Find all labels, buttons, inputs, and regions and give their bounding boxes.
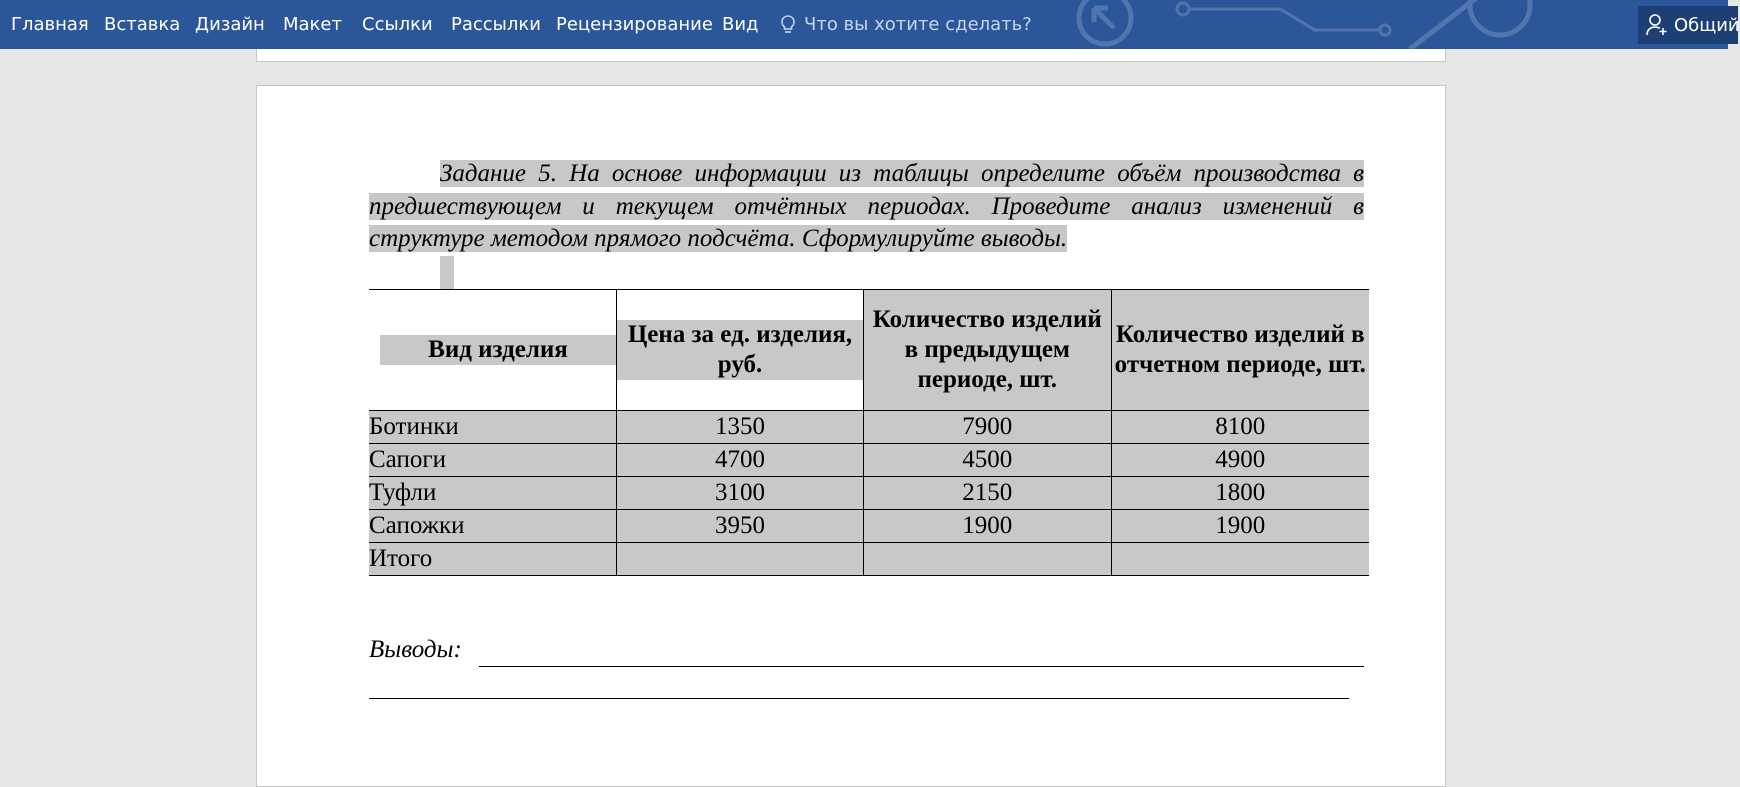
tab-home[interactable]: Главная (11, 14, 89, 35)
tab-insert[interactable]: Вставка (104, 14, 181, 35)
ribbon-tab-bar (0, 0, 1740, 49)
cell-total-label[interactable]: Итого (369, 542, 617, 575)
cell-qty-previous[interactable]: 7900 (864, 410, 1112, 443)
document-page[interactable] (256, 85, 1446, 787)
tell-me-search[interactable] (780, 0, 1032, 49)
cell-total-qty-previous[interactable] (864, 542, 1112, 575)
table-row (369, 443, 1369, 476)
table-row (369, 476, 1369, 509)
person-add-icon (1646, 13, 1668, 37)
conclusion-label: Выводы: (369, 635, 462, 663)
cell-price[interactable]: 3950 (617, 509, 864, 542)
cell-qty-current[interactable]: 4900 (1111, 443, 1369, 476)
share-label: Общий (1674, 14, 1740, 36)
tell-me-placeholder: Что вы хотите сделать? (804, 14, 1032, 35)
answer-line (369, 698, 1349, 699)
table-header-row (369, 289, 1369, 410)
header-qty-current[interactable]: Количество изделий в отчетном периоде, шт. (1111, 289, 1369, 410)
tab-review[interactable]: Рецензирование (556, 14, 713, 35)
header-unit-price[interactable] (617, 289, 864, 410)
cell-qty-current[interactable]: 1800 (1111, 476, 1369, 509)
table-row (369, 509, 1369, 542)
previous-page-edge (256, 49, 1446, 62)
tab-layout[interactable]: Макет (283, 14, 342, 35)
cell-product[interactable]: Сапоги (369, 443, 617, 476)
cell-total-qty-current[interactable] (1111, 542, 1369, 575)
task-text: Задание 5. На основе информации из таблицы определите объём производства в предшествующем и текущем отчётных периодах. Проведите анализ изменений в структуре методом прямого подсчёта. Сформулируйте выводы. (369, 160, 1364, 252)
cell-product[interactable]: Сапожки (369, 509, 617, 542)
products-table[interactable] (369, 289, 1369, 576)
lightbulb-icon (780, 14, 796, 36)
cell-qty-previous[interactable]: 4500 (864, 443, 1112, 476)
cell-price[interactable]: 3100 (617, 476, 864, 509)
header-qty-previous[interactable]: Количество изделий в предыдущем периоде, шт. (864, 289, 1112, 410)
cell-total-price[interactable] (617, 542, 864, 575)
cell-product[interactable]: Туфли (369, 476, 617, 509)
tab-design[interactable]: Дизайн (195, 14, 265, 35)
header-product-type[interactable] (369, 289, 617, 410)
cell-product[interactable]: Ботинки (369, 410, 617, 443)
cell-price[interactable]: 1350 (617, 410, 864, 443)
answer-line (479, 666, 1364, 667)
cell-price[interactable]: 4700 (617, 443, 864, 476)
share-button[interactable] (1638, 6, 1738, 44)
header-label: Вид изделия (380, 335, 616, 365)
conclusion-section[interactable] (369, 636, 1364, 716)
cell-qty-previous[interactable]: 1900 (864, 509, 1112, 542)
ribbon-decoration (1080, 0, 1540, 49)
cell-qty-current[interactable]: 8100 (1111, 410, 1369, 443)
cell-qty-current[interactable]: 1900 (1111, 509, 1369, 542)
task-paragraph[interactable] (369, 158, 1364, 256)
empty-paragraph-selection (440, 256, 454, 289)
tab-view[interactable]: Вид (722, 14, 759, 35)
table-row (369, 410, 1369, 443)
tab-mailings[interactable]: Рассылки (451, 14, 541, 35)
table-row-total (369, 542, 1369, 575)
header-label: Цена за ед. изделия, руб. (617, 320, 863, 380)
tab-references[interactable]: Ссылки (362, 14, 433, 35)
cell-qty-previous[interactable]: 2150 (864, 476, 1112, 509)
document-body (369, 158, 1364, 716)
